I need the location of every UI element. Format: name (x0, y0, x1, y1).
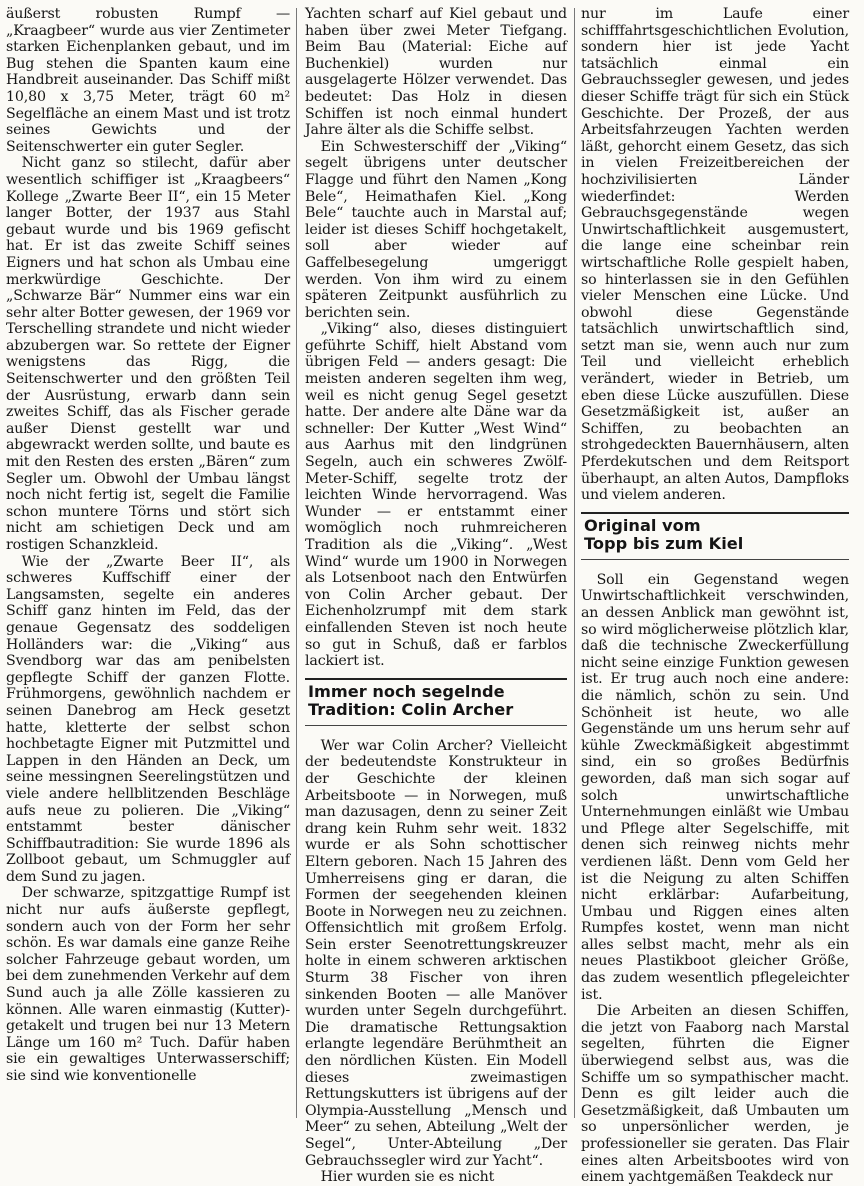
paragraph: äußerst robusten Rumpf — „Kraagbeer“ wurde aus vier Zentimeter starken Eichenplanken gebaut, und im Bug stehen die Spanten kaum eine Handbreit auseinander. Das Schiff mißt 10,80 x 3,75 Meter, trägt 60 m² Segelfläche an einem Mast und ist trotz seines Gewichts und der Seitenschwerter ein guter Segler. (6, 6, 290, 155)
paragraph: Ein Schwesterschiff der „Viking“ segelt übrigens unter deutscher Flagge und führt den Namen „Kong Bele“, Heimathafen Kiel. „Kong Bele“ tauchte auch in Marstal auf; leider ist dieses Schiff hochgetakelt, soll aber wieder auf Gaffelbesegelung umgeriggt werden. Von ihm wird zu einem späteren Zeitpunkt ausführlich zu berichten sein. (305, 138, 567, 321)
heading-line: Original vom (584, 515, 701, 535)
section-heading-original (581, 512, 849, 560)
article-column-3 (581, 6, 849, 1186)
section-heading-colin-archer (305, 678, 567, 726)
paragraph: „Viking“ also, dieses distinguiert geführte Schiff, hielt Abstand vom übrigen Feld — anders gesagt: Die meisten anderen segelten ihm weg, weil es nicht genug Segel gesetzt hatte. Der andere alte Däne war da schneller: Der Kutter „West Wind“ aus Aarhus mit den lindgrünen Segeln, auch ein schweres Zwölf-Meter-Schiff, segelte trotz der leichten Winde hervorragend. Was Wunder — er entstammt einer womöglich noch ruhmreicheren Tradition als die „Viking“. „West Wind“ wurde um 1900 in Norwegen als Lotsenboot nach den Entwürfen von Colin Archer gebaut. Der Eichenholzrumpf mit dem stark einfallenden Steven ist noch heute so gut in Schuß, daß er farblos lackiert ist. (305, 321, 567, 670)
column-divider (296, 8, 297, 1118)
paragraph: Die Arbeiten an diesen Schiffen, die jetzt von Faaborg nach Marstal segelten, führten die Eigner überwiegend selbst aus, was die Schiffe um so sympathischer macht. Denn es gilt leider auch die Gesetzmäßigkeit, daß Umbauten um so unpersönlicher werden, je professioneller sie geraten. Das Flair eines alten Arbeitsbootes wird von einem yachtgemäßen Teakdeck nur (581, 1003, 849, 1186)
paragraph: Nicht ganz so stilecht, dafür aber wesentlich schiffiger ist „Kraagbeers“ Kollege „Zwarte Beer II“, ein 15 Meter langer Botter, der 1937 aus Stahl gebaut wurde und bis 1969 gefischt hat. Er ist das zweite Schiff seines Eigners und hat schon als Umbau eine merkwürdige Geschichte. Der „Schwarze Bär“ Nummer eins war ein sehr alter Botter gewesen, der 1969 vor Terschelling strandete und nicht wieder abzubergen war. So rettete der Eigner wenigstens das Rigg, die Seitenschwerter und den größten Teil der Ausrüstung, erwarb dann sein zweites Schiff, das als Fischer gerade außer Dienst gestellt war und abgewrackt werden sollte, und baute es mit den Resten des ersten „Bären“ zum Segler um. Obwohl der Umbau längst noch nicht fertig ist, segelt die Familie schon muntere Törns und stört sich nicht am schietigen Deck und am rostigen Schanzkleid. (6, 155, 290, 553)
article-column-1 (6, 6, 290, 1124)
heading-line: Tradition: Colin Archer (308, 700, 514, 720)
paragraph: Hier wurden sie es nicht (320, 1169, 495, 1186)
paragraph: Soll ein Gegenstand wegen Unwirtschaftlichkeit verschwinden, an dessen Anblick man gewöhnt ist, so wird möglicherweise plötzlich klar, daß die technische Zweckerfüllung nicht seine einzige Funktion gewesen ist. Er trug auch noch eine andere: die nämlich, schön zu sein. Und Schönheit ist heute, wo alle Gegenstände um uns herum sehr auf kühle Zweckmäßigkeit abgestimmt sind, ein so großes Bedürfnis geworden, daß man sich sogar auf solch unwirtschaftliche Unternehmungen einläßt wie Umbau und Pflege alter Segelschiffe, mit denen sich reinweg nichts mehr verdienen läßt. Denn vom Geld her ist die Neigung zu alten Schiffen nicht erklärbar: Aufarbeitung, Umbau und Riggen eines alten Rumpfes kostet, wenn man nicht alles selbst macht, mehr als ein neues Plastikboot gleicher Größe, das zudem wesentlich pflegeleichter ist. (581, 571, 849, 1003)
heading-line: Immer noch segelnde (308, 681, 505, 701)
paragraph: nur im Laufe einer schifffahrtsgeschichtlichen Evolution, sondern hier ist jede Yacht tatsächlich einmal ein Gebrauchssegler gewesen, und jedes dieser Schiffe trägt für sich ein Stück Geschichte. Der Prozeß, der aus Arbeitsfahrzeugen Yachten werden läßt, gehorcht einem Gesetz, das sich in vielen Freizeitbereichen der hochzivilisierten Länder wiederfindet: Werden Gebrauchsgegenstände wegen Unwirtschaftlichkeit ausgemustert, die lange eine scheinbar rein wirtschaftliche Rolle gespielt haben, so hinterlassen sie in den Gefühlen vieler Menschen eine Lücke. Und obwohl diese Gegenstände tatsächlich unwirtschaftlich sind, setzt man sie, wenn auch nur zum Teil und vielleicht erheblich verändert, wieder in Betrieb, um eben diese Lücke auszufüllen. Diese Gesetzmäßigkeit ist, außer an Schiffen, zu beobachten an strohgedeckten Bauernhäusern, alten Pferdekutschen und dem Reitsport überhaupt, an alten Autos, Dampfloks und vielem anderen. (581, 6, 849, 504)
column-divider (574, 8, 575, 1118)
paragraph: Yachten scharf auf Kiel gebaut und haben über zwei Meter Tiefgang. Beim Bau (Material: Eiche auf Buchenkiel) wurden nur ausgelagerte Hölzer verwendet. Das bedeutet: Das Holz in diesen Schiffen ist noch einmal hundert Jahre älter als die Schiffe selbst. (305, 6, 567, 139)
article-column-2 (305, 6, 567, 1186)
heading-line: Topp bis zum Kiel (584, 534, 744, 554)
paragraph: Wer war Colin Archer? Vielleicht der bedeutendste Konstrukteur in der Geschichte der kleinen Arbeitsboote — in Norwegen, muß man dazusagen, denn zu seiner Zeit drang kein Ruhm sehr weit. 1832 wurde er als Sohn schottischer Eltern geboren. Nach 15 Jahren des Umherreisens ging er daran, die Formen der seegehenden kleinen Boote in Norwegen neu zu zeichnen. Offensichtlich mit großem Erfolg. Sein erster Seenotrettungskreuzer holte in einem schweren arktischen Sturm 38 Fischer von ihren sinkenden Booten — alle Manöver wurden unter Segeln durchgeführt. Die dramatische Rettungsaktion erlangte legendäre Berühmtheit an den nördlichen Küsten. Ein Modell dieses zweimastigen Rettungskutters ist übrigens auf der Olympia-Ausstellung „Mensch und Meer“ zu sehen, Abteilung „Welt der Segel“, Unter-Abteilung „Der Gebrauchssegler wird zur Yacht“. (305, 737, 567, 1169)
paragraph: Wie der „Zwarte Beer II“, als schweres Kuffschiff einer der Langsamsten, segelte ein anderes Schiff ganz hinten im Feld, das der genaue Gegensatz des soddeligen Holländers war: die „Viking“ aus Svendborg war das am penibelsten gepflegte Schiff der ganzen Flotte. Frühmorgens, gewöhnlich nachdem er seinen Danebrog am Heck gesetzt hatte, kletterte der selbst schon hochbetagte Eigner mit Putzmittel und Lappen in den Händen an Deck, um seine messingnen Seerelingstützen und viele andere hellblitzenden Beschläge aufs neue zu polieren. Die „Viking“ entstammt bester dänischer Schiffbautradition: Sie wurde 1896 als Zollboot gebaut, um Schmuggler auf dem Sund zu jagen. (6, 553, 290, 885)
paragraph: Der schwarze, spitzgattige Rumpf ist nicht nur aufs äußerste gepflegt, sondern auch von der Form her sehr schön. Es war damals eine ganze Reihe solcher Fahrzeuge gebaut worden, um bei dem zunehmenden Verkehr auf dem Sund auch ja alle Zölle kassieren zu können. Alle waren einmastig (Kutter)-getakelt und trugen bei nur 13 Metern Länge um 160 m² Tuch. Dafür haben sie ein gewaltiges Unterwasserschiff; sie sind wie konventionelle (6, 885, 290, 1084)
